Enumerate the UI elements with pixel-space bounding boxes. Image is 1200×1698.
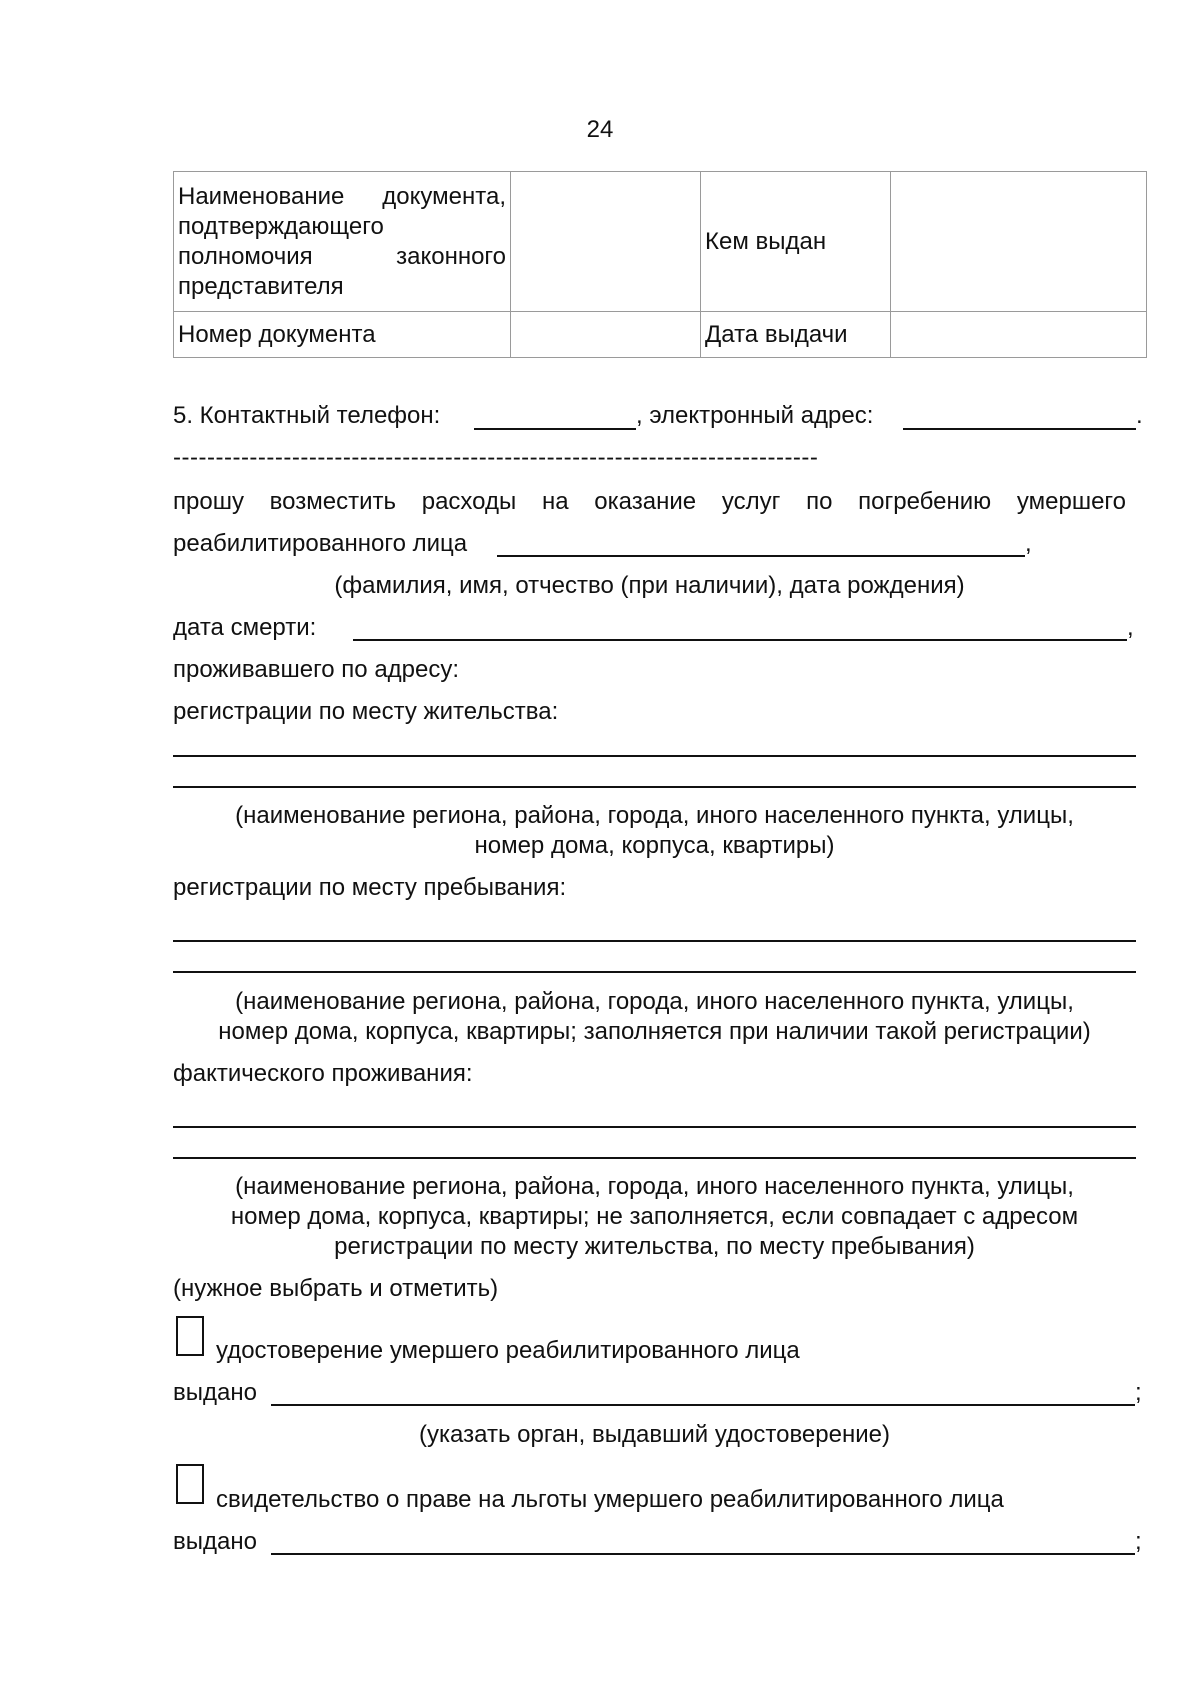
residence-hint-2: номер дома, корпуса, квартиры)	[474, 832, 835, 859]
actual-residence-label: фактического проживания:	[173, 1060, 473, 1087]
table-cell-document-name-label	[174, 172, 511, 312]
deceased-person-end: ,	[1025, 530, 1032, 557]
death-date-end: ,	[1127, 614, 1134, 641]
choose-hint: (нужное выбрать и отметить)	[173, 1275, 499, 1302]
table-cell-issue-date-value[interactable]	[891, 312, 1147, 358]
certificate-hint: (указать орган, выдавший удостоверение)	[419, 1421, 890, 1448]
stay-address-line-2[interactable]	[173, 971, 1136, 973]
table-cell-document-number-label: Номер документа	[174, 312, 511, 358]
benefit-end: ;	[1135, 1528, 1142, 1555]
stay-address-line-1[interactable]	[173, 940, 1136, 942]
actual-hint-3: регистрации по месту жительства, по месту пребывания)	[334, 1233, 975, 1260]
actual-hint-1: (наименование региона, района, города, иного населенного пункта, улицы,	[235, 1173, 1074, 1200]
death-date-field[interactable]	[353, 639, 1127, 641]
table-cell-document-number-value[interactable]	[511, 312, 701, 358]
actual-hint-2: номер дома, корпуса, квартиры; не заполняется, если совпадает с адресом	[230, 1203, 1079, 1230]
separator-line: ----------------------------------------------------------------------------	[173, 444, 819, 471]
actual-address-line-2[interactable]	[173, 1157, 1136, 1159]
residence-hint-1: (наименование региона, района, города, иного населенного пункта, улицы,	[235, 802, 1074, 829]
request-line-1: прошу возместить расходы на оказание услуг по погребению умершего	[173, 488, 1126, 515]
phone-field[interactable]	[474, 428, 636, 430]
actual-address-line-1[interactable]	[173, 1126, 1136, 1128]
death-date-label: дата смерти:	[173, 614, 317, 641]
certificate-issued-label: выдано	[173, 1379, 257, 1406]
residence-address-line-1[interactable]	[173, 755, 1136, 757]
representative-document-table	[173, 171, 1147, 358]
table-cell-issued-by-label: Кем выдан	[701, 172, 891, 312]
stay-hint-1: (наименование региона, района, города, иного населенного пункта, улицы,	[235, 988, 1074, 1015]
email-field[interactable]	[903, 428, 1136, 430]
certificate-end: ;	[1135, 1379, 1142, 1406]
table-cell-issue-date-label: Дата выдачи	[701, 312, 891, 358]
contacts-end: .	[1136, 402, 1143, 429]
deceased-person-hint: (фамилия, имя, отчество (при наличии), дата рождения)	[334, 572, 965, 599]
stay-registration-label: регистрации по месту пребывания:	[173, 874, 567, 901]
document-name-label: Наименование документа, подтверждающего полномочия законного представителя	[178, 182, 506, 300]
certificate-label: удостоверение умершего реабилитированного лица	[216, 1337, 800, 1364]
stay-hint-2: номер дома, корпуса, квартиры; заполняется при наличии такой регистрации)	[218, 1018, 1091, 1045]
certificate-issued-field[interactable]	[271, 1404, 1135, 1406]
phone-label: 5. Контактный телефон:	[173, 402, 441, 429]
benefit-checkbox[interactable]	[176, 1464, 204, 1504]
deceased-person-label: реабилитированного лица	[173, 530, 468, 557]
residence-registration-label: регистрации по месту жительства:	[173, 698, 559, 725]
lived-at-label: проживавшего по адресу:	[173, 656, 460, 683]
deceased-person-field[interactable]	[497, 555, 1025, 557]
page-number: 24	[586, 116, 614, 143]
benefit-issued-field[interactable]	[271, 1553, 1135, 1555]
table-cell-issued-by-value[interactable]	[891, 172, 1147, 312]
residence-address-line-2[interactable]	[173, 786, 1136, 788]
benefit-label: свидетельство о праве на льготы умершего реабилитированного лица	[216, 1486, 1004, 1513]
email-label: , электронный адрес:	[636, 402, 874, 429]
certificate-checkbox[interactable]	[176, 1316, 204, 1356]
table-cell-document-name-value[interactable]	[511, 172, 701, 312]
benefit-issued-label: выдано	[173, 1528, 257, 1555]
